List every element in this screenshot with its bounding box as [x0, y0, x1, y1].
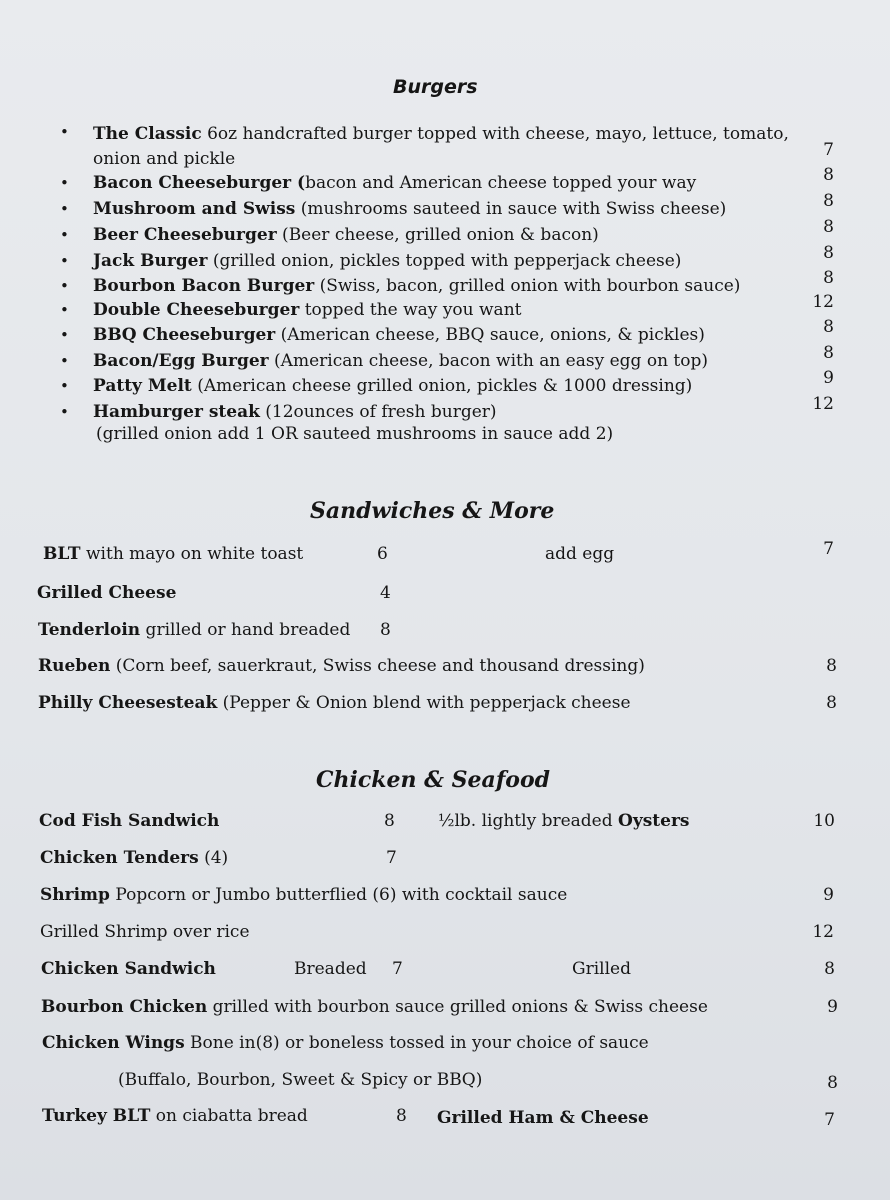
option-label: Breaded — [294, 959, 367, 979]
item-name: Grilled Ham & Cheese — [437, 1108, 649, 1128]
option-label: Grilled — [572, 959, 631, 979]
item-desc: (Beer cheese, grilled onion & bacon) — [276, 225, 599, 245]
item-name: Philly Cheesesteak — [38, 693, 218, 713]
item-desc: on ciabatta bread — [150, 1106, 308, 1126]
item-desc: grilled or hand breaded — [140, 620, 351, 640]
item-desc: bacon and American cheese topped your way — [305, 173, 697, 193]
item-desc: (American cheese, bacon with an easy egg on top) — [268, 351, 709, 371]
chicken-heading: Chicken & Seafood — [316, 767, 551, 793]
option-price: 7 — [392, 959, 403, 979]
list-item — [0, 191, 890, 223]
item-name: Bacon/Egg Burger — [93, 351, 269, 371]
item-price: 12 — [812, 292, 834, 312]
bullet-icon: • — [60, 352, 69, 370]
item-desc: grilled with bourbon sauce grilled onions & Swiss cheese — [207, 997, 708, 1017]
option-price: 8 — [824, 959, 835, 979]
item-desc: Popcorn or Jumbo butterflied (6) with cocktail sauce — [109, 885, 568, 905]
item-price: 8 — [823, 191, 834, 211]
item-name: Rueben — [38, 656, 111, 676]
list-item — [0, 394, 890, 444]
list-item — [0, 165, 890, 197]
item-desc: ½lb. lightly breaded — [438, 811, 619, 831]
item-name: Tenderloin — [38, 620, 141, 640]
item-name: Chicken Tenders — [40, 848, 199, 868]
item-price: 7 — [823, 140, 834, 160]
item-price: 8 — [384, 811, 395, 831]
item-desc: (American cheese, BBQ sauce, onions, & pickles) — [275, 325, 705, 345]
bullet-icon: • — [60, 277, 69, 295]
bullet-icon: • — [60, 174, 69, 192]
item-name: BBQ Cheeseburger — [93, 325, 276, 345]
list-item — [0, 343, 890, 375]
item-name: Chicken Wings — [42, 1033, 185, 1053]
item-price: 8 — [826, 693, 837, 713]
item-desc: (Swiss, bacon, grilled onion with bourbon sauce) — [314, 276, 741, 296]
item-desc: (mushrooms sauteed in sauce with Swiss cheese) — [295, 199, 727, 219]
item-price: 6 — [377, 544, 388, 564]
item-name: BLT — [43, 544, 81, 564]
item-desc: Bone in(8) or boneless tossed in your choice of sauce — [184, 1033, 649, 1053]
sandwiches-heading: Sandwiches & More — [310, 498, 555, 524]
item-name: Bourbon Chicken — [41, 997, 208, 1017]
item-desc: (Pepper & Onion blend with pepperjack cheese — [217, 693, 631, 713]
item-name: Jack Burger — [93, 251, 208, 271]
item-price: 8 — [823, 343, 834, 363]
item-name: Grilled Cheese — [37, 583, 177, 603]
item-desc-continued: (Buffalo, Bourbon, Sweet & Spicy or BBQ) — [118, 1070, 483, 1090]
bullet-icon: • — [60, 403, 69, 421]
item-price: 8 — [380, 620, 391, 640]
item-name: Hamburger steak — [93, 402, 260, 422]
item-desc-continued: (grilled onion add 1 OR sauteed mushrooms in sauce add 2) — [96, 424, 614, 444]
bullet-icon: • — [60, 326, 69, 344]
item-price: 8 — [823, 243, 834, 263]
list-item — [0, 317, 890, 349]
list-item — [0, 122, 890, 169]
item-price: 8 — [827, 1073, 838, 1093]
item-name: Bacon Cheeseburger ( — [93, 173, 306, 193]
item-desc: Grilled Shrimp over rice — [40, 922, 250, 942]
bullet-icon: • — [60, 377, 69, 395]
item-name: Mushroom and Swiss — [93, 199, 296, 219]
bullet-icon: • — [60, 301, 69, 319]
item-name: Chicken Sandwich — [41, 959, 216, 979]
item-price: 9 — [823, 885, 834, 905]
item-desc: (12ounces of fresh burger) — [259, 402, 497, 422]
item-price: 8 — [823, 317, 834, 337]
item-desc: 6oz handcrafted burger topped with cheese, mayo, lettuce, tomato, — [201, 124, 789, 144]
list-item — [0, 243, 890, 275]
item-price: 12 — [812, 394, 834, 414]
item-price: 4 — [380, 583, 391, 603]
item-price: 8 — [396, 1106, 407, 1126]
item-desc: with mayo on white toast — [80, 544, 304, 564]
item-price: 7 — [386, 848, 397, 868]
list-item — [0, 368, 890, 400]
bullet-icon: • — [60, 252, 69, 270]
item-name: Cod Fish Sandwich — [39, 811, 220, 831]
bullet-icon: • — [60, 123, 69, 141]
item-name: Oysters — [618, 811, 690, 831]
item-desc-continued: onion and pickle — [93, 149, 236, 169]
item-name: Beer Cheeseburger — [93, 225, 277, 245]
list-item — [0, 217, 890, 249]
item-price: 7 — [824, 1110, 835, 1130]
item-price: 8 — [823, 165, 834, 185]
addon-label: add egg — [545, 544, 615, 564]
bullet-icon: • — [60, 200, 69, 218]
item-name: Turkey BLT — [42, 1106, 151, 1126]
item-name: Bourbon Bacon Burger — [93, 276, 315, 296]
list-item — [0, 292, 890, 324]
item-desc: (American cheese grilled onion, pickles & 1000 dressing) — [191, 376, 693, 396]
item-desc: (Corn beef, sauerkraut, Swiss cheese and thousand dressing) — [110, 656, 645, 676]
item-price: 9 — [823, 368, 834, 388]
item-price: 8 — [823, 268, 834, 288]
burgers-heading: Burgers — [393, 76, 478, 98]
bullet-icon: • — [60, 226, 69, 244]
item-price: 12 — [812, 922, 834, 942]
item-name: The Classic — [93, 124, 202, 144]
item-desc: topped the way you want — [299, 300, 522, 320]
item-price: 10 — [813, 811, 835, 831]
item-name: Double Cheeseburger — [93, 300, 300, 320]
item-desc: (4) — [198, 848, 229, 868]
item-price: 8 — [823, 217, 834, 237]
item-name: Shrimp — [40, 885, 110, 905]
item-price: 9 — [827, 997, 838, 1017]
item-price: 8 — [826, 656, 837, 676]
item-desc: (grilled onion, pickles topped with pepperjack cheese) — [207, 251, 682, 271]
item-name: Patty Melt — [93, 376, 192, 396]
addon-price: 7 — [823, 539, 834, 559]
list-item — [0, 268, 890, 300]
